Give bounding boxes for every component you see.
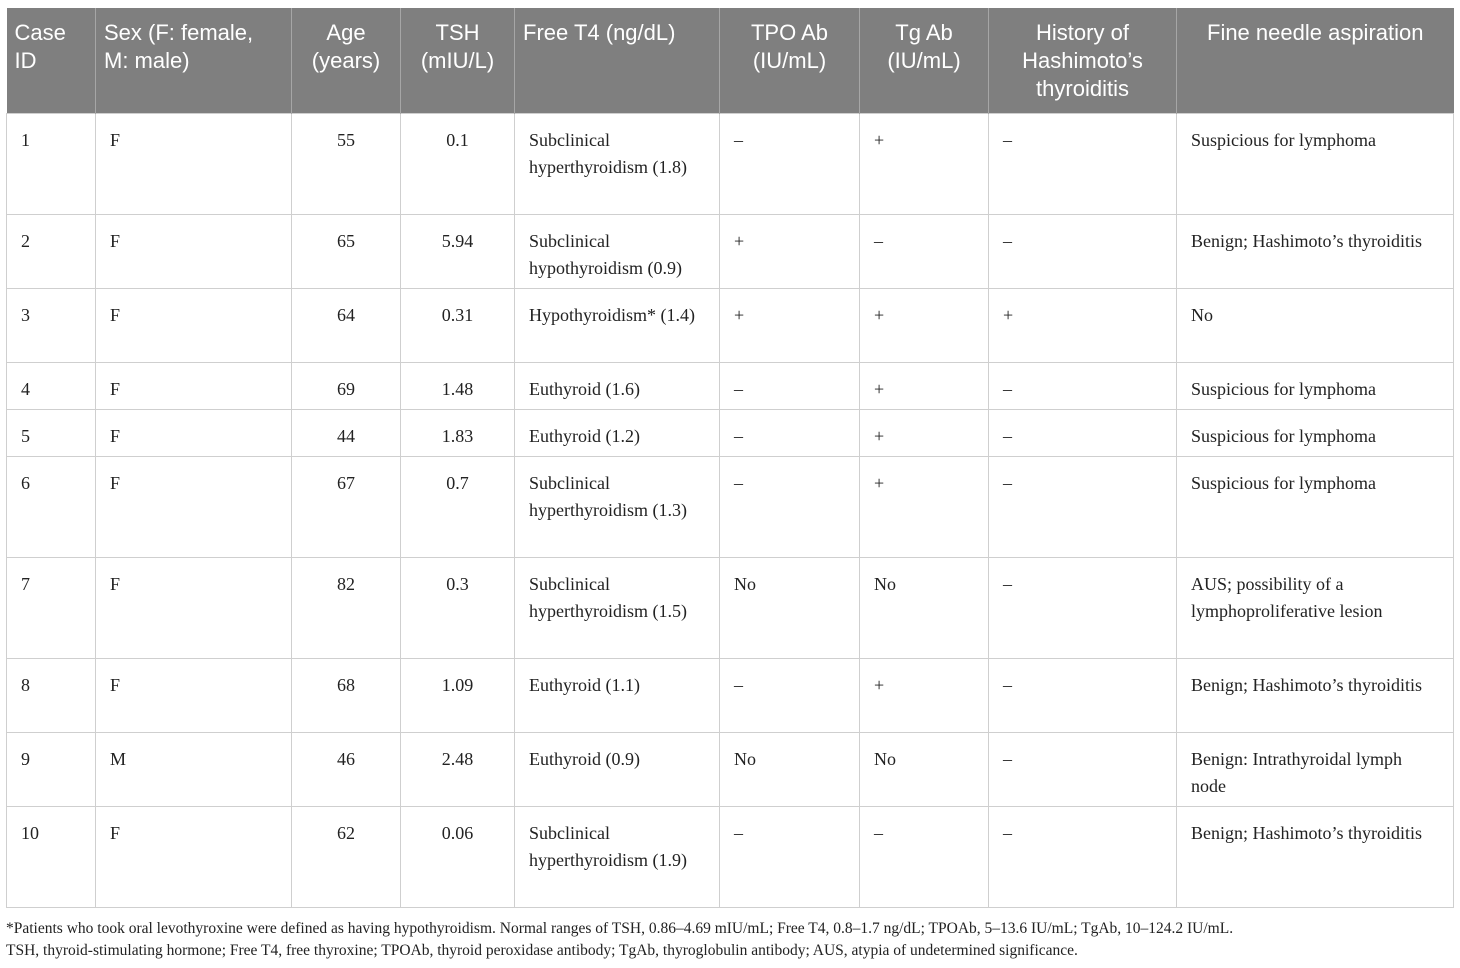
cell-tpo-ab: – — [720, 457, 860, 558]
table-row — [7, 807, 1454, 908]
cell-case-id: 8 — [7, 659, 96, 733]
cell-fna: AUS; possibility of a lymphoproliferative lesion — [1177, 558, 1454, 659]
header-tpo-ab: TPO Ab (IU/mL) — [720, 8, 860, 114]
header-fine-needle-aspiration: Fine needle aspiration — [1177, 8, 1454, 114]
header-hashimoto-history: History of Hashimoto’s thyroiditis — [989, 8, 1177, 114]
cell-tg-ab: + — [860, 659, 989, 733]
cell-free-t4: Subclinical hyperthyroidism (1.8) — [515, 114, 720, 215]
table-row — [7, 733, 1454, 807]
cell-age: 64 — [292, 289, 401, 363]
table-row — [7, 558, 1454, 659]
cell-sex: F — [96, 363, 292, 410]
cell-age: 68 — [292, 659, 401, 733]
cell-sex: F — [96, 807, 292, 908]
cell-hashimoto-history: – — [989, 410, 1177, 457]
cell-age: 62 — [292, 807, 401, 908]
cell-tsh: 0.7 — [401, 457, 515, 558]
cell-tpo-ab: – — [720, 114, 860, 215]
cell-free-t4: Subclinical hypothyroidism (0.9) — [515, 215, 720, 289]
footnote-abbreviations: TSH, thyroid-stimulating hormone; Free T4, free thyroxine; TPOAb, thyroid peroxidase antibody; TgAb, thyroglobulin antibody; AUS, atypia of undetermined significance. — [6, 942, 1078, 959]
cell-tsh: 0.3 — [401, 558, 515, 659]
cell-tpo-ab: + — [720, 289, 860, 363]
cell-tpo-ab: – — [720, 807, 860, 908]
cell-age: 46 — [292, 733, 401, 807]
cell-tsh: 0.1 — [401, 114, 515, 215]
cell-tsh: 1.83 — [401, 410, 515, 457]
cell-fna: Benign; Hashimoto’s thyroiditis — [1177, 215, 1454, 289]
cell-tg-ab: + — [860, 363, 989, 410]
cell-tsh: 0.31 — [401, 289, 515, 363]
header-tg-ab: Tg Ab (IU/mL) — [860, 8, 989, 114]
table-row — [7, 289, 1454, 363]
cell-hashimoto-history: – — [989, 733, 1177, 807]
cell-free-t4: Hypothyroidism* (1.4) — [515, 289, 720, 363]
cell-case-id: 7 — [7, 558, 96, 659]
cell-tpo-ab: + — [720, 215, 860, 289]
cell-tg-ab: – — [860, 215, 989, 289]
cell-tg-ab: + — [860, 457, 989, 558]
table-header-row — [7, 8, 1454, 114]
table-row — [7, 114, 1454, 215]
cell-case-id: 5 — [7, 410, 96, 457]
table-row — [7, 410, 1454, 457]
table-footnotes — [6, 918, 1456, 962]
cell-case-id: 1 — [7, 114, 96, 215]
cell-fna: No — [1177, 289, 1454, 363]
cell-sex: F — [96, 659, 292, 733]
cell-tsh: 0.06 — [401, 807, 515, 908]
cell-tg-ab: + — [860, 410, 989, 457]
cell-fna: Suspicious for lymphoma — [1177, 457, 1454, 558]
cell-hashimoto-history: – — [989, 659, 1177, 733]
cell-hashimoto-history: – — [989, 457, 1177, 558]
cell-free-t4: Subclinical hyperthyroidism (1.5) — [515, 558, 720, 659]
cell-tg-ab: + — [860, 289, 989, 363]
table-row — [7, 659, 1454, 733]
cell-sex: M — [96, 733, 292, 807]
cell-free-t4: Euthyroid (1.1) — [515, 659, 720, 733]
cell-sex: F — [96, 215, 292, 289]
cell-tsh: 5.94 — [401, 215, 515, 289]
cell-tg-ab: + — [860, 114, 989, 215]
cell-fna: Benign: Intrathyroidal lymph node — [1177, 733, 1454, 807]
cell-free-t4: Euthyroid (1.2) — [515, 410, 720, 457]
cell-fna: Suspicious for lymphoma — [1177, 363, 1454, 410]
cell-tsh: 1.48 — [401, 363, 515, 410]
cell-tsh: 1.09 — [401, 659, 515, 733]
cell-fna: Benign; Hashimoto’s thyroiditis — [1177, 659, 1454, 733]
cell-age: 55 — [292, 114, 401, 215]
table-row — [7, 457, 1454, 558]
cell-case-id: 3 — [7, 289, 96, 363]
header-sex: Sex (F: female, M: male) — [96, 8, 292, 114]
cell-hashimoto-history: – — [989, 807, 1177, 908]
cell-fna: Suspicious for lymphoma — [1177, 410, 1454, 457]
cell-hashimoto-history: – — [989, 114, 1177, 215]
table-row — [7, 215, 1454, 289]
cell-hashimoto-history: – — [989, 558, 1177, 659]
cell-tpo-ab: No — [720, 733, 860, 807]
cell-age: 67 — [292, 457, 401, 558]
cell-tpo-ab: No — [720, 558, 860, 659]
cell-hashimoto-history: – — [989, 215, 1177, 289]
cell-case-id: 9 — [7, 733, 96, 807]
cell-free-t4: Euthyroid (0.9) — [515, 733, 720, 807]
header-age: Age (years) — [292, 8, 401, 114]
cell-tsh: 2.48 — [401, 733, 515, 807]
header-tsh: TSH (mIU/L) — [401, 8, 515, 114]
cell-hashimoto-history: + — [989, 289, 1177, 363]
clinical-table — [6, 8, 1454, 908]
cell-age: 82 — [292, 558, 401, 659]
cell-case-id: 2 — [7, 215, 96, 289]
cell-sex: F — [96, 410, 292, 457]
cell-sex: F — [96, 457, 292, 558]
cell-tpo-ab: – — [720, 659, 860, 733]
cell-sex: F — [96, 114, 292, 215]
cell-fna: Benign; Hashimoto’s thyroiditis — [1177, 807, 1454, 908]
header-free-t4: Free T4 (ng/dL) — [515, 8, 720, 114]
cell-sex: F — [96, 289, 292, 363]
cell-tpo-ab: – — [720, 363, 860, 410]
table-row — [7, 363, 1454, 410]
cell-case-id: 10 — [7, 807, 96, 908]
cell-age: 65 — [292, 215, 401, 289]
cell-age: 69 — [292, 363, 401, 410]
cell-sex: F — [96, 558, 292, 659]
cell-free-t4: Subclinical hyperthyroidism (1.3) — [515, 457, 720, 558]
table-body — [7, 114, 1454, 908]
cell-free-t4: Subclinical hyperthyroidism (1.9) — [515, 807, 720, 908]
cell-hashimoto-history: – — [989, 363, 1177, 410]
cell-case-id: 6 — [7, 457, 96, 558]
footnote-definitions: *Patients who took oral levothyroxine were defined as having hypothyroidism. Normal ranges of TSH, 0.86–4.69 mIU/mL; Free T4, 0.8–1.7 ng/dL; TPOAb, 5–13.6 IU/mL; TgAb, 10–124.2 IU/mL. — [6, 920, 1234, 937]
cell-tg-ab: No — [860, 558, 989, 659]
cell-fna: Suspicious for lymphoma — [1177, 114, 1454, 215]
cell-tg-ab: No — [860, 733, 989, 807]
header-case-id: Case ID — [7, 8, 96, 114]
cell-age: 44 — [292, 410, 401, 457]
cell-tpo-ab: – — [720, 410, 860, 457]
cell-tg-ab: – — [860, 807, 989, 908]
cell-free-t4: Euthyroid (1.6) — [515, 363, 720, 410]
cell-case-id: 4 — [7, 363, 96, 410]
